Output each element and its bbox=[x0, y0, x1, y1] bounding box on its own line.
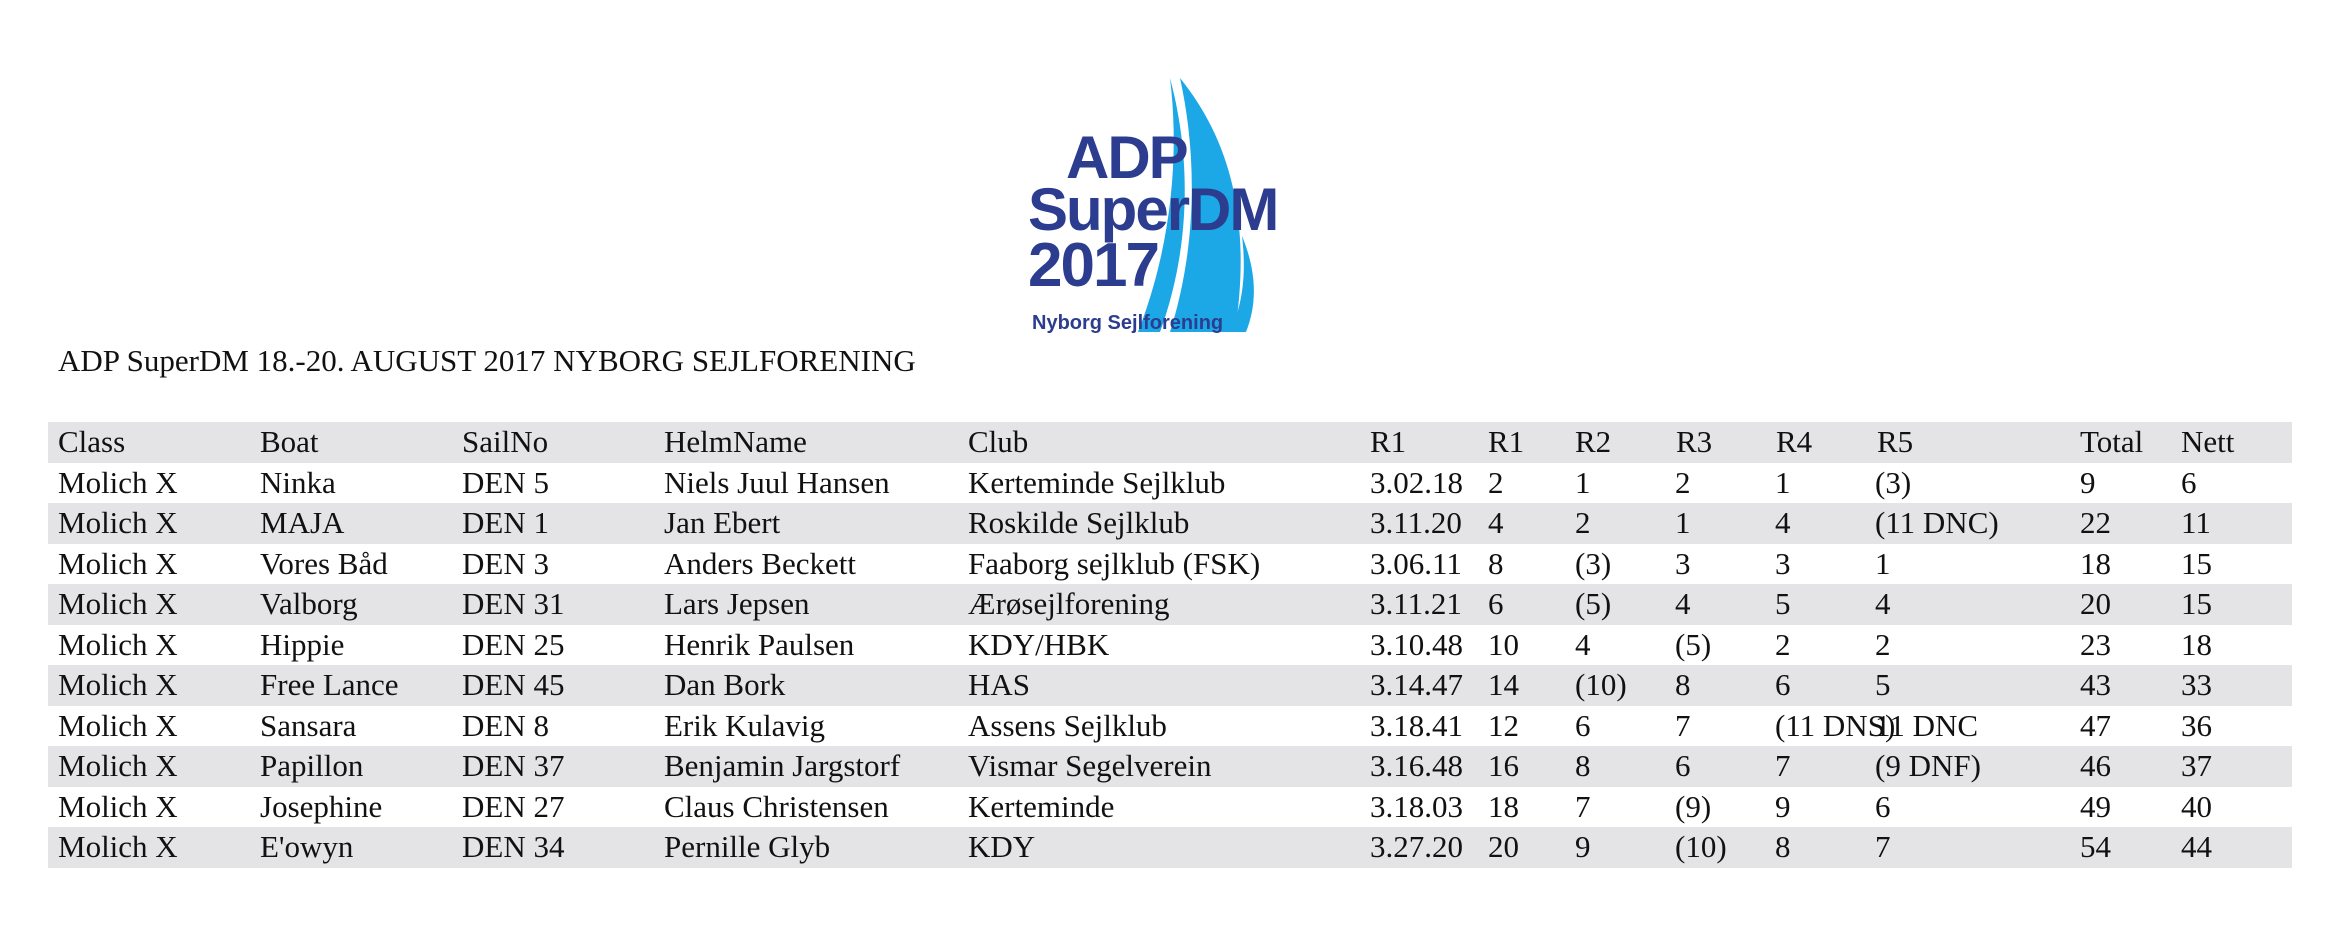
cell-total: 20 bbox=[2080, 586, 2111, 621]
cell-r2: 9 bbox=[1575, 829, 1591, 864]
cell-sailno: DEN 34 bbox=[462, 829, 565, 864]
cell-boat: E'owyn bbox=[260, 829, 354, 864]
table-row bbox=[48, 665, 2292, 706]
cell-r1: 20 bbox=[1488, 829, 1519, 864]
cell-nett: 15 bbox=[2181, 545, 2212, 581]
header-r1-time: R1 bbox=[1370, 424, 1407, 459]
cell-boat: Hippie bbox=[260, 626, 345, 662]
header-helmname: HelmName bbox=[664, 424, 807, 459]
table-row bbox=[48, 463, 2292, 504]
cell-r1: 18 bbox=[1488, 788, 1519, 824]
table-row bbox=[48, 584, 2292, 625]
cell-helmname: Claus Christensen bbox=[664, 788, 889, 824]
cell-r1: 2 bbox=[1488, 464, 1504, 500]
cell-nett: 18 bbox=[2181, 626, 2212, 662]
cell-club: Kerteminde bbox=[968, 788, 1115, 824]
cell-club: Assens Sejlklub bbox=[968, 707, 1167, 743]
cell-r2: 7 bbox=[1575, 788, 1591, 824]
cell-class: Molich X bbox=[58, 586, 178, 621]
cell-nett: 40 bbox=[2181, 788, 2212, 824]
table-row bbox=[48, 625, 2292, 666]
cell-total: 22 bbox=[2080, 505, 2111, 540]
cell-r3: 7 bbox=[1675, 707, 1691, 743]
table-row bbox=[48, 746, 2292, 787]
cell-nett: 15 bbox=[2181, 586, 2212, 621]
cell-total: 47 bbox=[2080, 707, 2111, 743]
cell-r4: 9 bbox=[1775, 788, 1791, 824]
cell-r2: (5) bbox=[1575, 586, 1612, 621]
table-body bbox=[48, 463, 2292, 868]
table-row bbox=[48, 787, 2292, 828]
cell-boat: Free Lance bbox=[260, 667, 399, 702]
cell-r1: 14 bbox=[1488, 667, 1519, 702]
cell-total: 54 bbox=[2080, 829, 2111, 864]
cell-r3: 2 bbox=[1675, 464, 1691, 500]
header-class: Class bbox=[58, 424, 126, 459]
cell-r5: 7 bbox=[1875, 829, 1891, 864]
cell-nett: 6 bbox=[2181, 464, 2197, 500]
cell-total: 18 bbox=[2080, 545, 2111, 581]
cell-r2: 2 bbox=[1575, 505, 1591, 540]
cell-r3: 4 bbox=[1675, 586, 1691, 621]
cell-total: 43 bbox=[2080, 667, 2111, 702]
cell-r1-time: 3.18.03 bbox=[1370, 788, 1463, 824]
header-sailno: SailNo bbox=[462, 424, 549, 459]
cell-class: Molich X bbox=[58, 788, 178, 824]
cell-helmname: Benjamin Jargstorf bbox=[664, 748, 901, 783]
logo-line-year: 2017 bbox=[1028, 231, 1158, 300]
results-table bbox=[48, 422, 2292, 868]
cell-helmname: Niels Juul Hansen bbox=[664, 464, 890, 500]
cell-club: Ærøsejlforening bbox=[968, 586, 1170, 621]
cell-r3: 3 bbox=[1675, 545, 1691, 581]
cell-r3: (5) bbox=[1675, 626, 1712, 662]
cell-sailno: DEN 1 bbox=[462, 505, 549, 540]
cell-sailno: DEN 25 bbox=[462, 626, 565, 662]
cell-helmname: Henrik Paulsen bbox=[664, 626, 855, 662]
cell-sailno: DEN 45 bbox=[462, 667, 565, 702]
cell-r2: (10) bbox=[1575, 667, 1627, 702]
cell-r2: 8 bbox=[1575, 748, 1591, 783]
event-title: ADP SuperDM 18.-20. AUGUST 2017 NYBORG SEJLFORENING bbox=[58, 343, 916, 378]
cell-helmname: Erik Kulavig bbox=[664, 707, 825, 743]
cell-r2: 4 bbox=[1575, 626, 1591, 662]
cell-r1-time: 3.10.48 bbox=[1370, 626, 1463, 662]
cell-r1-time: 3.11.20 bbox=[1370, 505, 1462, 540]
cell-r2: (3) bbox=[1575, 545, 1612, 581]
table-row bbox=[48, 544, 2292, 585]
header-boat: Boat bbox=[260, 424, 319, 459]
cell-r1-time: 3.02.18 bbox=[1370, 464, 1463, 500]
cell-class: Molich X bbox=[58, 707, 178, 743]
cell-helmname: Lars Jepsen bbox=[664, 586, 810, 621]
cell-class: Molich X bbox=[58, 505, 178, 540]
cell-r5: 5 bbox=[1875, 667, 1891, 702]
cell-class: Molich X bbox=[58, 626, 178, 662]
cell-class: Molich X bbox=[58, 464, 178, 500]
header-r5: R5 bbox=[1877, 424, 1914, 459]
cell-r5: (9 DNF) bbox=[1875, 748, 1981, 783]
cell-class: Molich X bbox=[58, 748, 178, 783]
cell-boat: Ninka bbox=[260, 464, 336, 500]
cell-total: 49 bbox=[2080, 788, 2111, 824]
cell-total: 46 bbox=[2080, 748, 2111, 783]
cell-r5: 1 bbox=[1875, 545, 1891, 581]
cell-club: Vismar Segelverein bbox=[968, 748, 1212, 783]
logo-line-superdm: SuperDM bbox=[1028, 176, 1278, 243]
cell-r5: (11 DNC) bbox=[1875, 505, 1999, 540]
event-logo bbox=[1020, 70, 1280, 345]
cell-r3: (10) bbox=[1675, 829, 1727, 864]
header-club: Club bbox=[968, 424, 1029, 459]
cell-boat: Vores Båd bbox=[260, 545, 388, 581]
cell-helmname: Pernille Glyb bbox=[664, 829, 831, 864]
cell-r1-time: 3.18.41 bbox=[1370, 707, 1463, 743]
cell-nett: 36 bbox=[2181, 707, 2212, 743]
cell-r1: 8 bbox=[1488, 545, 1504, 581]
cell-sailno: DEN 37 bbox=[462, 748, 565, 783]
cell-r5: (3) bbox=[1875, 464, 1912, 500]
cell-r5: 2 bbox=[1875, 626, 1891, 662]
cell-r4: 5 bbox=[1775, 586, 1791, 621]
cell-club: HAS bbox=[968, 667, 1031, 702]
table-row bbox=[48, 503, 2292, 544]
header-r4: R4 bbox=[1776, 424, 1813, 459]
cell-helmname: Jan Ebert bbox=[664, 505, 781, 540]
cell-r1: 6 bbox=[1488, 586, 1504, 621]
cell-total: 9 bbox=[2080, 464, 2096, 500]
cell-class: Molich X bbox=[58, 829, 178, 864]
cell-helmname: Dan Bork bbox=[664, 667, 786, 702]
cell-r1-time: 3.14.47 bbox=[1370, 667, 1463, 702]
cell-boat: Valborg bbox=[260, 586, 358, 621]
header-nett: Nett bbox=[2181, 424, 2235, 459]
cell-nett: 33 bbox=[2181, 667, 2212, 702]
cell-sailno: DEN 5 bbox=[462, 464, 549, 500]
cell-r3: (9) bbox=[1675, 788, 1712, 824]
cell-boat: MAJA bbox=[260, 505, 345, 540]
cell-r1: 4 bbox=[1488, 505, 1504, 540]
cell-sailno: DEN 31 bbox=[462, 586, 565, 621]
cell-r4: 7 bbox=[1775, 748, 1791, 783]
header-r2: R2 bbox=[1575, 424, 1612, 459]
cell-r4: 4 bbox=[1775, 505, 1791, 540]
cell-r4: 3 bbox=[1775, 545, 1791, 581]
cell-club: Faaborg sejlklub (FSK) bbox=[968, 545, 1261, 581]
cell-r5: 6 bbox=[1875, 788, 1891, 824]
cell-r2: 6 bbox=[1575, 707, 1591, 743]
cell-boat: Papillon bbox=[260, 748, 364, 783]
cell-r1: 12 bbox=[1488, 707, 1519, 743]
cell-r5: 4 bbox=[1875, 586, 1891, 621]
cell-r4: 1 bbox=[1775, 464, 1791, 500]
cell-r4: 6 bbox=[1775, 667, 1791, 702]
cell-nett: 37 bbox=[2181, 748, 2212, 783]
cell-nett: 11 bbox=[2181, 505, 2211, 540]
cell-r3: 8 bbox=[1675, 667, 1691, 702]
table-row bbox=[48, 827, 2292, 868]
cell-r3: 6 bbox=[1675, 748, 1691, 783]
header-r1: R1 bbox=[1488, 424, 1525, 459]
cell-r3: 1 bbox=[1675, 505, 1691, 540]
cell-r1-time: 3.06.11 bbox=[1370, 545, 1462, 581]
logo-line-club: Nyborg Sejlforening bbox=[1032, 312, 1224, 334]
cell-boat: Josephine bbox=[260, 788, 383, 824]
cell-r1: 16 bbox=[1488, 748, 1519, 783]
logo-line-adp: ADP bbox=[1066, 124, 1187, 191]
header-total: Total bbox=[2080, 424, 2144, 459]
cell-club: Kerteminde Sejlklub bbox=[968, 464, 1226, 500]
cell-boat: Sansara bbox=[260, 707, 357, 743]
cell-class: Molich X bbox=[58, 545, 178, 581]
cell-r5: 11 DNC bbox=[1875, 707, 1979, 743]
cell-nett: 44 bbox=[2181, 829, 2212, 864]
cell-sailno: DEN 27 bbox=[462, 788, 565, 824]
cell-class: Molich X bbox=[58, 667, 178, 702]
cell-r4: (11 DNS) bbox=[1775, 707, 1896, 743]
cell-club: Roskilde Sejlklub bbox=[968, 505, 1190, 540]
cell-helmname: Anders Beckett bbox=[664, 545, 856, 581]
cell-r1-time: 3.11.21 bbox=[1370, 586, 1462, 621]
cell-r1-time: 3.27.20 bbox=[1370, 829, 1463, 864]
header-r3: R3 bbox=[1676, 424, 1713, 459]
cell-sailno: DEN 8 bbox=[462, 707, 549, 743]
cell-r4: 2 bbox=[1775, 626, 1791, 662]
table-row bbox=[48, 706, 2292, 747]
cell-r1-time: 3.16.48 bbox=[1370, 748, 1463, 783]
cell-total: 23 bbox=[2080, 626, 2111, 662]
cell-r2: 1 bbox=[1575, 464, 1591, 500]
table-header-row bbox=[48, 422, 2292, 463]
cell-club: KDY/HBK bbox=[968, 626, 1110, 662]
cell-club: KDY bbox=[968, 829, 1036, 864]
cell-r1: 10 bbox=[1488, 626, 1519, 662]
cell-sailno: DEN 3 bbox=[462, 545, 549, 581]
cell-r4: 8 bbox=[1775, 829, 1791, 864]
